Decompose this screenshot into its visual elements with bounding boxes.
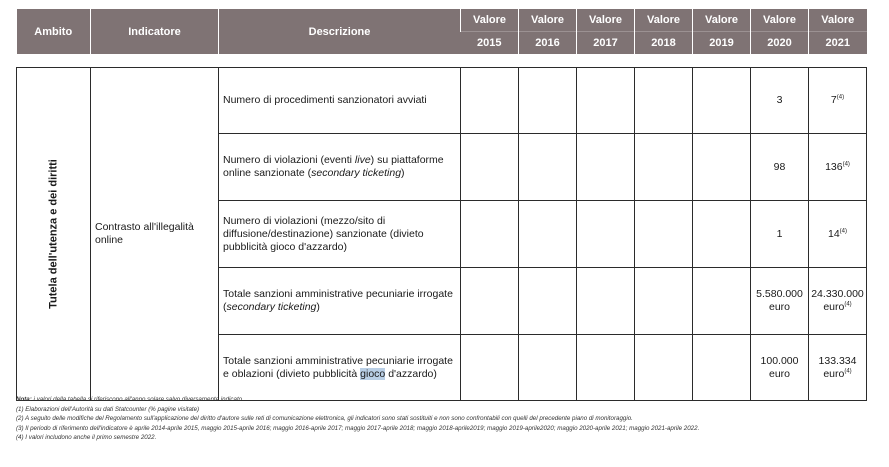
footnote-1: (1) Elaborazioni dell'Autorità su dati Statcounter (% pagine visitate) xyxy=(16,405,200,413)
header-valore: Valore xyxy=(461,9,519,32)
value-2017 xyxy=(577,268,635,335)
value-2016 xyxy=(519,268,577,335)
value-2016 xyxy=(519,335,577,401)
header-valore: Valore xyxy=(809,9,867,32)
description-text: ) xyxy=(401,167,405,179)
value-2015 xyxy=(461,68,519,134)
description-text: ) su piattaforme online sanzionate ( xyxy=(223,154,444,179)
header-row-top xyxy=(17,9,867,32)
value-2018 xyxy=(635,335,693,401)
header-valore: Valore xyxy=(635,9,693,32)
description-text: Numero di violazioni (eventi xyxy=(223,154,355,166)
header-descrizione: Descrizione xyxy=(219,9,461,54)
value-2021 xyxy=(809,201,867,268)
highlighted-word[interactable]: gioco xyxy=(360,367,386,380)
header-year-2021: 2021 xyxy=(809,32,867,55)
description-cell xyxy=(219,268,461,335)
header-valore: Valore xyxy=(577,9,635,32)
value-2015 xyxy=(461,134,519,201)
footnote-2: (2) A seguito delle modifiche del Regolamento sull'applicazione del diritto d'autore sulle reti di comunicazione elettronica, gli indicatori sono stati sostituiti e non sono confrontabili con quelli del precedente piano di monitoraggio. xyxy=(16,415,633,423)
header-valore: Valore xyxy=(519,9,577,32)
footnote-ref: (4) xyxy=(836,94,845,101)
value-2015 xyxy=(461,335,519,401)
value-text: 7 xyxy=(830,94,837,106)
description-italic: live xyxy=(354,154,371,166)
header-year-2016: 2016 xyxy=(519,32,577,55)
indicatore-label: Contrasto all'illegalità online xyxy=(95,221,194,246)
value-2017 xyxy=(577,335,635,401)
value-2020 xyxy=(751,134,809,201)
value-2021 xyxy=(809,268,867,335)
header-year-2015: 2015 xyxy=(461,32,519,55)
value-2017 xyxy=(577,134,635,201)
description-text: Numero di violazioni (mezzo/sito di diffusione/destinazione) sanzionate (divieto pubblicità gioco d'azzardo) xyxy=(223,214,424,253)
description-text: d'azzardo) xyxy=(385,367,437,380)
footnote-ref: (4) xyxy=(839,228,848,234)
note-text: i valori della tabella si riferiscono all'anno solare salvo diversamente indicato xyxy=(31,396,243,403)
footnote-ref: (4) xyxy=(844,368,852,374)
description-italic: secondary ticketing xyxy=(226,301,317,313)
description-text: Numero di procedimenti sanzionatori avviati xyxy=(223,94,427,106)
description-cell xyxy=(219,134,461,201)
value-2016 xyxy=(519,68,577,134)
value-2019 xyxy=(693,268,751,335)
value-unit: euro xyxy=(823,301,845,313)
value-2021 xyxy=(809,134,867,201)
value-text: 24.330.000 xyxy=(811,288,864,300)
value-2016 xyxy=(519,201,577,268)
value-2015 xyxy=(461,201,519,268)
value-2018 xyxy=(635,68,693,134)
note-header xyxy=(16,395,876,405)
value-text: 5.580.000 xyxy=(756,288,803,300)
value-2018 xyxy=(635,134,693,201)
value-2018 xyxy=(635,268,693,335)
footnotes xyxy=(16,395,876,443)
ambito-label: Tutela dell'utenza e dei diritti xyxy=(47,159,59,309)
value-2019 xyxy=(693,134,751,201)
header-valore: Valore xyxy=(751,9,809,32)
footnote-ref: (4) xyxy=(842,161,850,167)
header-valore: Valore xyxy=(693,9,751,32)
indicatore-cell xyxy=(91,68,219,401)
header-indicatore: Indicatore xyxy=(91,9,219,54)
value-text: 3 xyxy=(776,94,783,106)
value-text: 100.000 xyxy=(760,354,799,367)
value-text: 133.334 xyxy=(818,354,857,367)
indicator-table xyxy=(16,9,867,401)
header-ambito: Ambito xyxy=(17,9,91,54)
value-2018 xyxy=(635,201,693,268)
header-spacer xyxy=(17,54,867,68)
description-italic: secondary ticketing xyxy=(311,167,402,179)
value-text: 98 xyxy=(773,160,786,173)
value-2019 xyxy=(693,68,751,134)
description-cell xyxy=(219,335,461,401)
value-2020 xyxy=(751,335,809,401)
footnote-3: (3) Il periodo di riferimento dell'indicatore è aprile 2014-aprile 2015, maggio 2015-aprile 2016; maggio 2016-aprile 2017; maggio 2017-aprile 2018; maggio 2018-aprile2019; maggio 2019-aprile2020; maggio 2020-aprile 2021; maggio 2021-aprile 2022. xyxy=(16,424,700,432)
value-text: 14 xyxy=(827,227,840,240)
value-2017 xyxy=(577,68,635,134)
value-text: 1 xyxy=(776,227,783,240)
header-year-2019: 2019 xyxy=(693,32,751,55)
value-2021 xyxy=(809,335,867,401)
header-year-2020: 2020 xyxy=(751,32,809,55)
value-2019 xyxy=(693,335,751,401)
value-unit: euro xyxy=(823,367,845,380)
value-unit: euro xyxy=(768,367,790,380)
description-text: Totale sanzioni amministrative pecuniarie irrogate ( xyxy=(223,288,453,313)
description-cell xyxy=(219,68,461,134)
value-2021 xyxy=(809,68,867,134)
value-unit: euro xyxy=(768,301,790,313)
header-year-2018: 2018 xyxy=(635,32,693,55)
footnote-4: (4) I valori includono anche il primo semestre 2022. xyxy=(16,434,157,442)
description-text: ) xyxy=(316,301,320,313)
ambito-cell xyxy=(17,68,91,401)
value-2015 xyxy=(461,268,519,335)
description-cell xyxy=(219,201,461,268)
table-row xyxy=(17,68,867,134)
note-label: Nota: xyxy=(16,396,32,403)
value-2016 xyxy=(519,134,577,201)
description-text: Totale sanzioni amministrative pecuniarie irrogate e oblazioni (divieto pubblicità xyxy=(223,354,453,380)
value-text: 136 xyxy=(825,160,843,173)
footnote-ref: (4) xyxy=(844,301,852,308)
value-2019 xyxy=(693,201,751,268)
value-2017 xyxy=(577,201,635,268)
value-2020 xyxy=(751,201,809,268)
header-year-2017: 2017 xyxy=(577,32,635,55)
value-2020 xyxy=(751,268,809,335)
value-2020 xyxy=(751,68,809,134)
